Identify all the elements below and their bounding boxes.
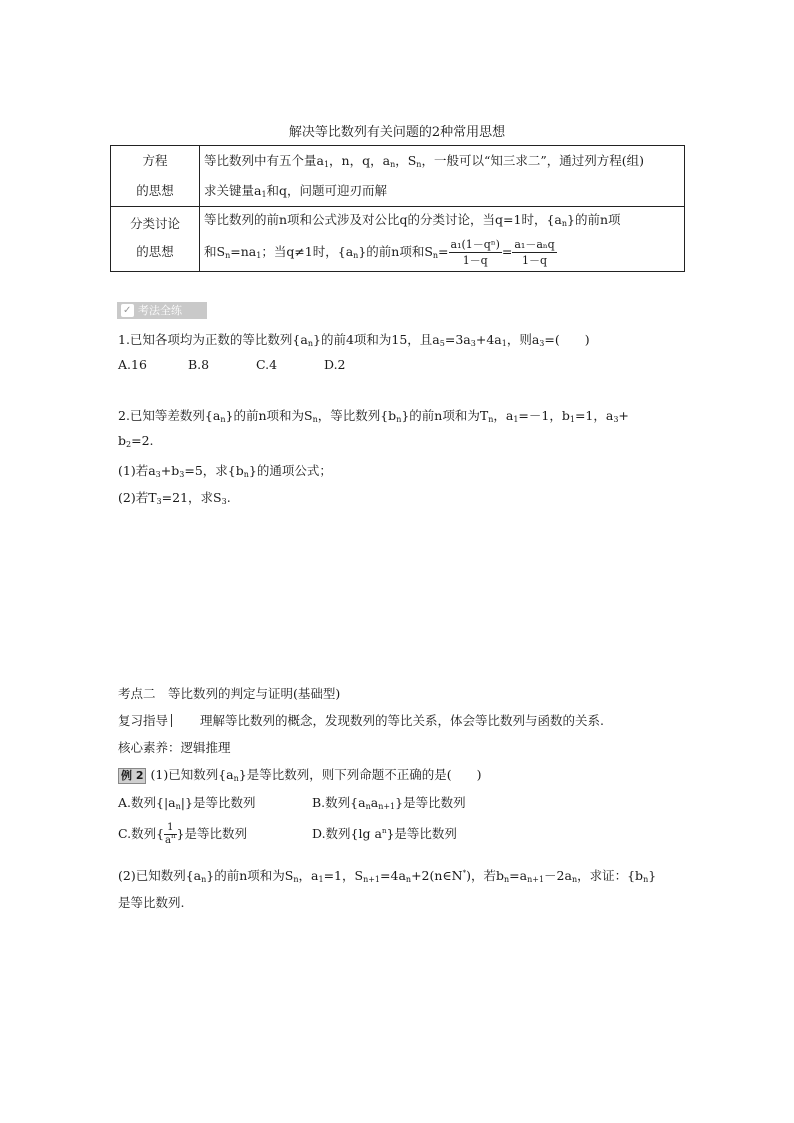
option-d[interactable]: D.2	[324, 357, 346, 372]
row-label-equation: 方程 的思想	[111, 146, 200, 207]
example-2-part2-line2: 是等比数列.	[118, 895, 185, 910]
option-c[interactable]: C.4	[256, 357, 278, 372]
thinking-methods-table	[110, 145, 685, 272]
table-row	[111, 146, 685, 207]
example-2-question: 例 2 (1)已知数列$\{a_n\}$是等比数列，则下列命题不正确的是( )	[118, 765, 481, 784]
option-c[interactable]: C.数列{ $\frac{1}{a^n}$ }是等比数列	[118, 822, 247, 846]
question-2-line2: $b_2=2$.	[118, 433, 154, 449]
table-row	[111, 207, 685, 272]
option-b[interactable]: B.8	[188, 357, 210, 372]
question-1-options	[118, 357, 346, 372]
example-2-part2-line1: (2)已知数列$\{a_n\}$的前n项和为$S_n$，$a_1=1$，$S_{n+1}=4a_n+2(n\in N^*)$，若$b_n=a_{n+1}-2a_n$，求证：$\{b_n\}$	[118, 868, 657, 884]
option-b[interactable]: B.数列$\{a_na_{n+1}\}$是等比数列	[312, 795, 466, 811]
question-2-line1: 2.已知等差数列$\{a_n\}$的前n项和为$S_n$，等比数列$\{b_n\}$的前n项和为$T_n$，$a_1=-1$，$b_1=1$，$a_3+$	[118, 408, 629, 424]
row-content-classify	[200, 207, 685, 272]
row2-line2: 和$S_n=na_1$；当q≠1时，$\{a_n\}$的前n项和$S_n=$ $\frac{\text{a₁(1－qⁿ)}}{1-q}$ = $\frac{\text{a₁－aₙq}}{1-q}$	[204, 238, 555, 267]
sum-fraction-1: $\frac{\text{a₁(1－qⁿ)}}{1-q}$	[450, 238, 500, 267]
sum-fraction-2: $\frac{\text{a₁－aₙq}}{1-q}$	[514, 238, 555, 267]
question-2-part1: (1)若$a_3+b_3=5$，求$\{b_n\}$的通项公式；	[118, 463, 332, 479]
option-a[interactable]: A.数列$\{|a_n|\}$是等比数列	[118, 795, 256, 811]
row1-line1: 等比数列中有五个量$a_1$，n，q，$a_n$，$S_n$，一般可以“知三求二”，通过列方程(组)	[204, 153, 644, 169]
question-2-part2: (2)若$T_3=21$，求$S_3$.	[118, 490, 231, 506]
example-2-options-cd	[118, 822, 457, 847]
row1-line2: 求关键量$a_1$和q，问题可迎刃而解	[204, 183, 388, 199]
core-literacy: 核心素养：逻辑推理	[118, 740, 231, 755]
section-tag-practice: ✓考法全练	[117, 302, 207, 319]
review-guide: 复习指导 理解等比数列的概念，发现数列的等比关系，体会等比数列与函数的关系.	[118, 713, 604, 728]
section-heading: 考点二 等比数列的判定与证明(基础型)	[118, 686, 341, 701]
option-d[interactable]: D.数列{lg $a^n$}是等比数列	[312, 826, 457, 841]
page-title: 解决等比数列有关问题的2种常用思想	[288, 125, 506, 140]
row2-line1: 等比数列的前n项和公式涉及对公比q的分类讨论，当q=1时，$\{a_n\}$的前n项	[204, 212, 621, 228]
example-2-options-ab	[118, 793, 466, 811]
reciprocal-fraction: $\frac{1}{a^n}$	[165, 822, 176, 846]
row-content-equation	[200, 146, 685, 207]
example-badge: 例 2	[118, 768, 146, 784]
option-a[interactable]: A.16	[118, 357, 147, 372]
check-icon	[121, 304, 134, 317]
question-1: 1.已知各项均为正数的等比数列$\{a_n\}$的前4项和为15，且$a_5=3a_3+4a_1$，则$a_3=$( )	[118, 332, 590, 348]
row-label-classify: 分类讨论 的思想	[111, 207, 200, 272]
